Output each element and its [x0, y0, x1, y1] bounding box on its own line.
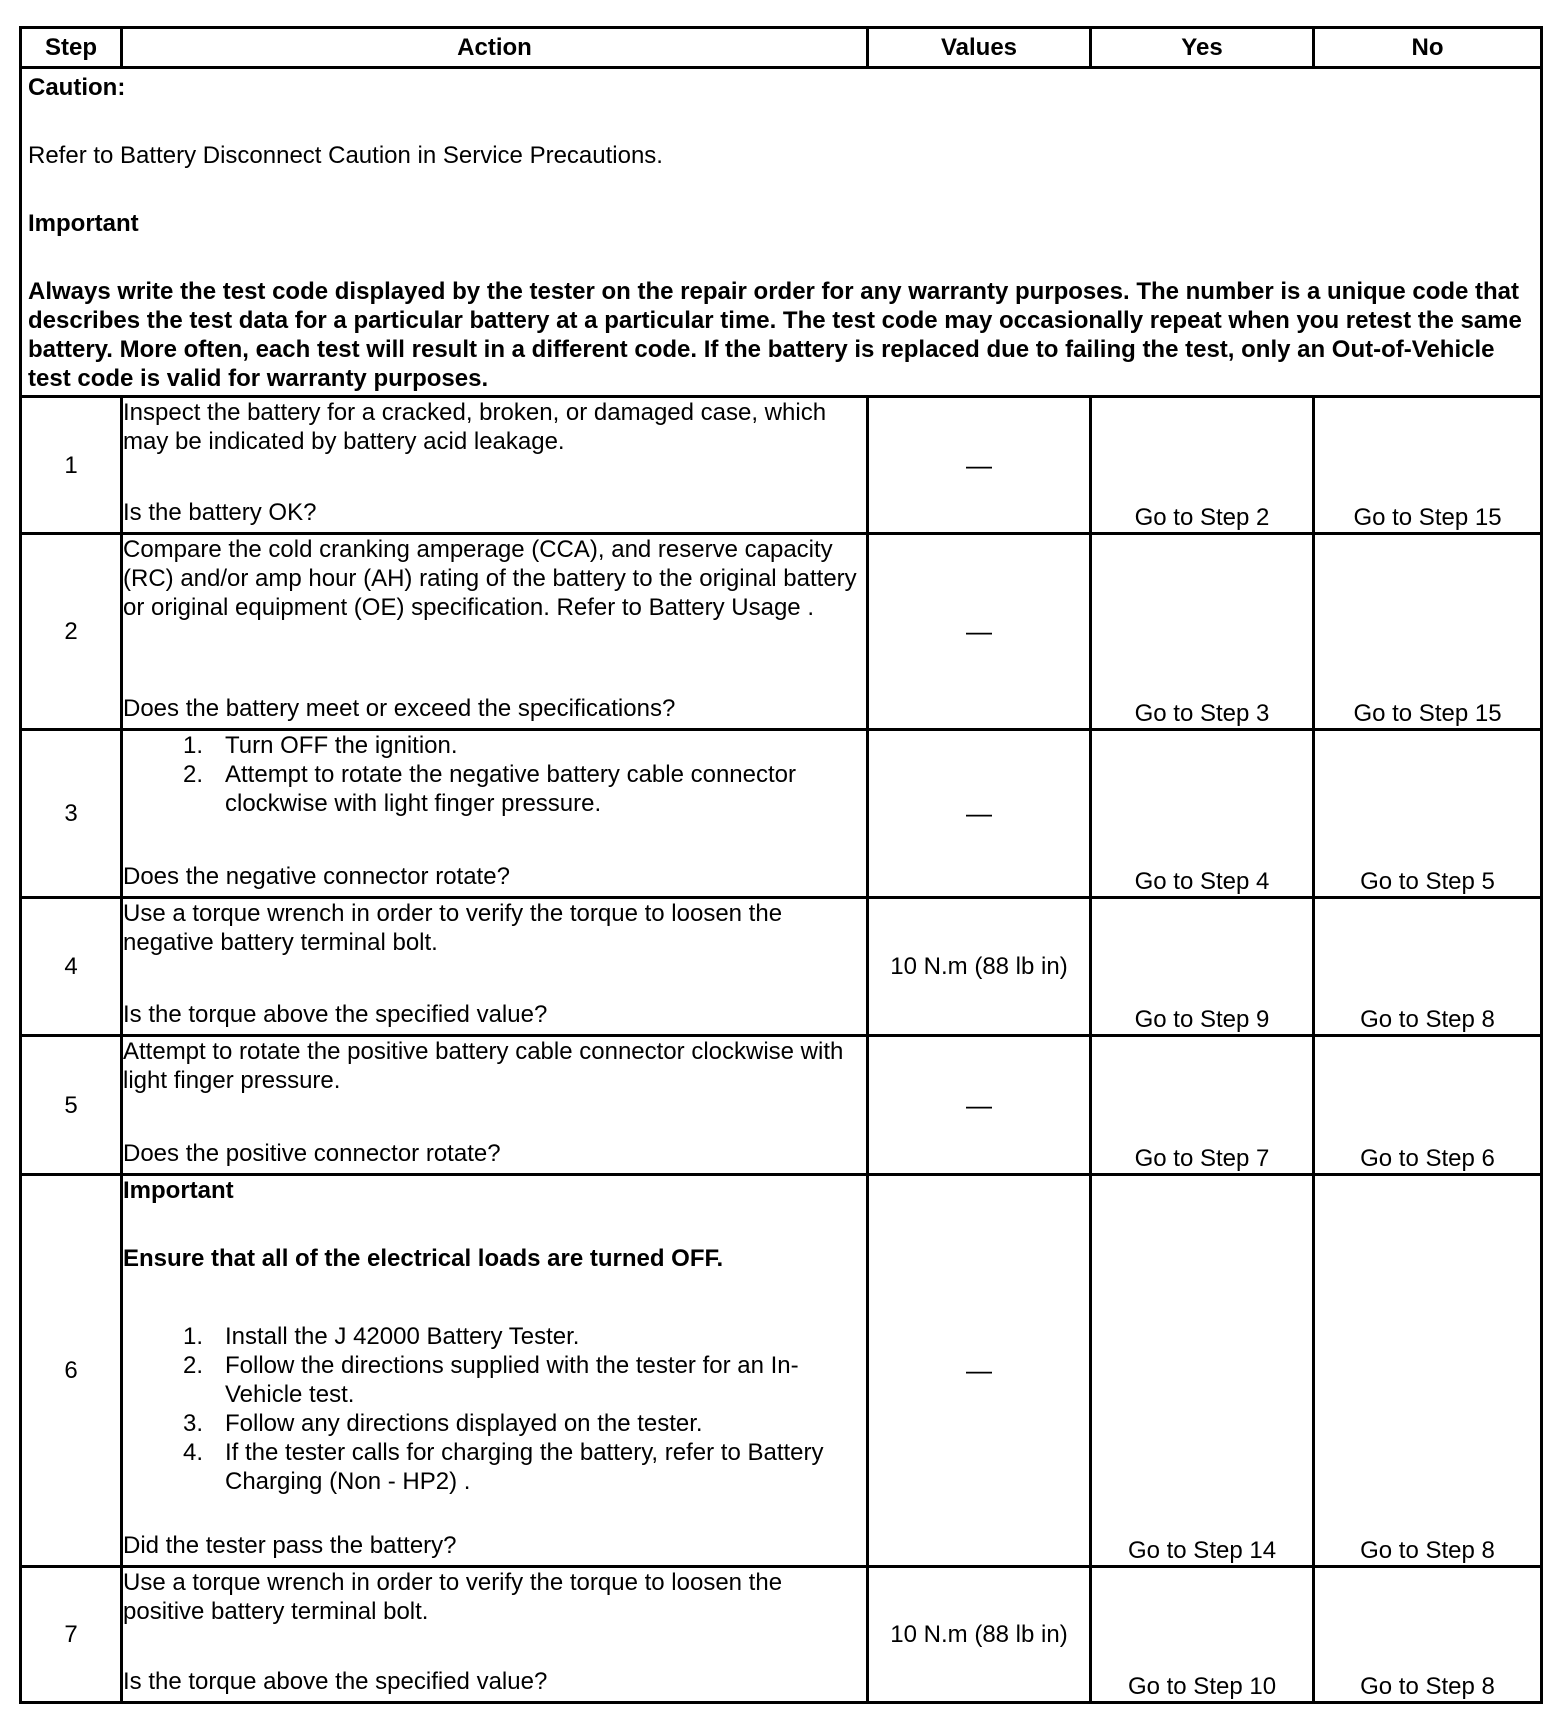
action-cell [122, 1036, 868, 1175]
important-label: Important [28, 210, 139, 237]
important-text: Ensure that all of the electrical loads are turned OFF. [123, 1245, 724, 1272]
yes-link[interactable]: Go to Step 10 [1091, 1567, 1314, 1703]
list-item: 4. If the tester calls for charging the battery, refer to Battery Charging (Non - HP2) . [183, 1439, 824, 1495]
action-question: Did the tester pass the battery? [123, 1532, 457, 1559]
header-action: Action [122, 28, 868, 68]
action-question: Does the positive connector rotate? [123, 1140, 501, 1167]
no-link[interactable]: Go to Step 8 [1314, 898, 1542, 1036]
header-no: No [1314, 28, 1542, 68]
action-cell [122, 1567, 868, 1703]
action-cell [122, 1175, 868, 1567]
yes-link[interactable]: Go to Step 2 [1091, 397, 1314, 534]
step-number: 6 [21, 1175, 122, 1567]
intro-cell [21, 68, 1542, 397]
values-cell: 10 N.m (88 lb in) [868, 1567, 1091, 1703]
list-item: 3. Follow any directions displayed on the tester. [183, 1410, 703, 1437]
step-number: 1 [21, 397, 122, 534]
table-row [21, 898, 1542, 1036]
yes-link[interactable]: Go to Step 9 [1091, 898, 1314, 1036]
table-row [21, 730, 1542, 898]
no-link[interactable]: Go to Step 5 [1314, 730, 1542, 898]
header-step: Step [21, 28, 122, 68]
step-number: 7 [21, 1567, 122, 1703]
action-text: Use a torque wrench in order to verify the torque to loosen the negative battery terminal bolt. [123, 900, 783, 956]
table-row [21, 1036, 1542, 1175]
values-cell: — [868, 1036, 1091, 1175]
yes-link[interactable]: Go to Step 14 [1091, 1175, 1314, 1567]
no-link[interactable]: Go to Step 6 [1314, 1036, 1542, 1175]
yes-link[interactable]: Go to Step 4 [1091, 730, 1314, 898]
table-header-row [21, 28, 1542, 68]
yes-link[interactable]: Go to Step 3 [1091, 534, 1314, 730]
list-item: 2. Follow the directions supplied with the tester for an In-Vehicle test. [183, 1352, 799, 1408]
table-row [21, 397, 1542, 534]
action-cell [122, 397, 868, 534]
action-cell [122, 898, 868, 1036]
no-link[interactable]: Go to Step 8 [1314, 1175, 1542, 1567]
action-question: Is the torque above the specified value? [123, 1001, 548, 1028]
intro-row [21, 68, 1542, 397]
action-question: Does the battery meet or exceed the specifications? [123, 695, 676, 722]
action-text: Inspect the battery for a cracked, broken, or damaged case, which may be indicated by battery acid leakage. [123, 399, 827, 455]
action-list [123, 1322, 866, 1496]
no-link[interactable]: Go to Step 8 [1314, 1567, 1542, 1703]
action-question: Does the negative connector rotate? [123, 863, 510, 890]
values-cell: — [868, 534, 1091, 730]
caution-text: Refer to Battery Disconnect Caution in Service Precautions. [28, 142, 663, 169]
action-question: Is the torque above the specified value? [123, 1668, 548, 1695]
list-item: 1. Install the J 42000 Battery Tester. [183, 1323, 580, 1350]
action-question: Is the battery OK? [123, 499, 317, 526]
action-list [123, 731, 866, 818]
action-text: Attempt to rotate the positive battery cable connector clockwise with light finger pressure. [123, 1038, 844, 1094]
list-item: 1. Turn OFF the ignition. [183, 732, 458, 759]
table-row [21, 1567, 1542, 1703]
table-row [21, 1175, 1542, 1567]
step-number: 3 [21, 730, 122, 898]
header-values: Values [868, 28, 1091, 68]
table-row [21, 534, 1542, 730]
action-cell [122, 730, 868, 898]
step-number: 2 [21, 534, 122, 730]
no-link[interactable]: Go to Step 15 [1314, 397, 1542, 534]
step-number: 4 [21, 898, 122, 1036]
step-number: 5 [21, 1036, 122, 1175]
values-cell: — [868, 730, 1091, 898]
important-label: Important [123, 1177, 234, 1204]
caution-label: Caution: [28, 74, 126, 101]
action-text: Compare the cold cranking amperage (CCA), and reserve capacity (RC) and/or amp hour (AH) rating of the battery to the original battery or original equipment (OE) specification. Refer to Battery Usage . [123, 536, 857, 621]
action-cell [122, 534, 868, 730]
values-cell: 10 N.m (88 lb in) [868, 898, 1091, 1036]
diagnostic-table [19, 26, 1543, 1704]
action-text: Use a torque wrench in order to verify the torque to loosen the positive battery terminal bolt. [123, 1569, 783, 1625]
no-link[interactable]: Go to Step 15 [1314, 534, 1542, 730]
values-cell: — [868, 397, 1091, 534]
values-cell: — [868, 1175, 1091, 1567]
header-yes: Yes [1091, 28, 1314, 68]
list-item: 2. Attempt to rotate the negative battery cable connector clockwise with light finger pressure. [183, 761, 797, 817]
yes-link[interactable]: Go to Step 7 [1091, 1036, 1314, 1175]
important-text: Always write the test code displayed by the tester on the repair order for any warranty purposes. The number is a unique code that describes the test data for a particular battery at a particular time. The test code may occasionally repeat when you retest the same battery. More often, each test will result in a different code. If the battery is replaced due to failing the test, only an Out-of-Vehicle test code is valid for warranty purposes. [28, 278, 1522, 392]
